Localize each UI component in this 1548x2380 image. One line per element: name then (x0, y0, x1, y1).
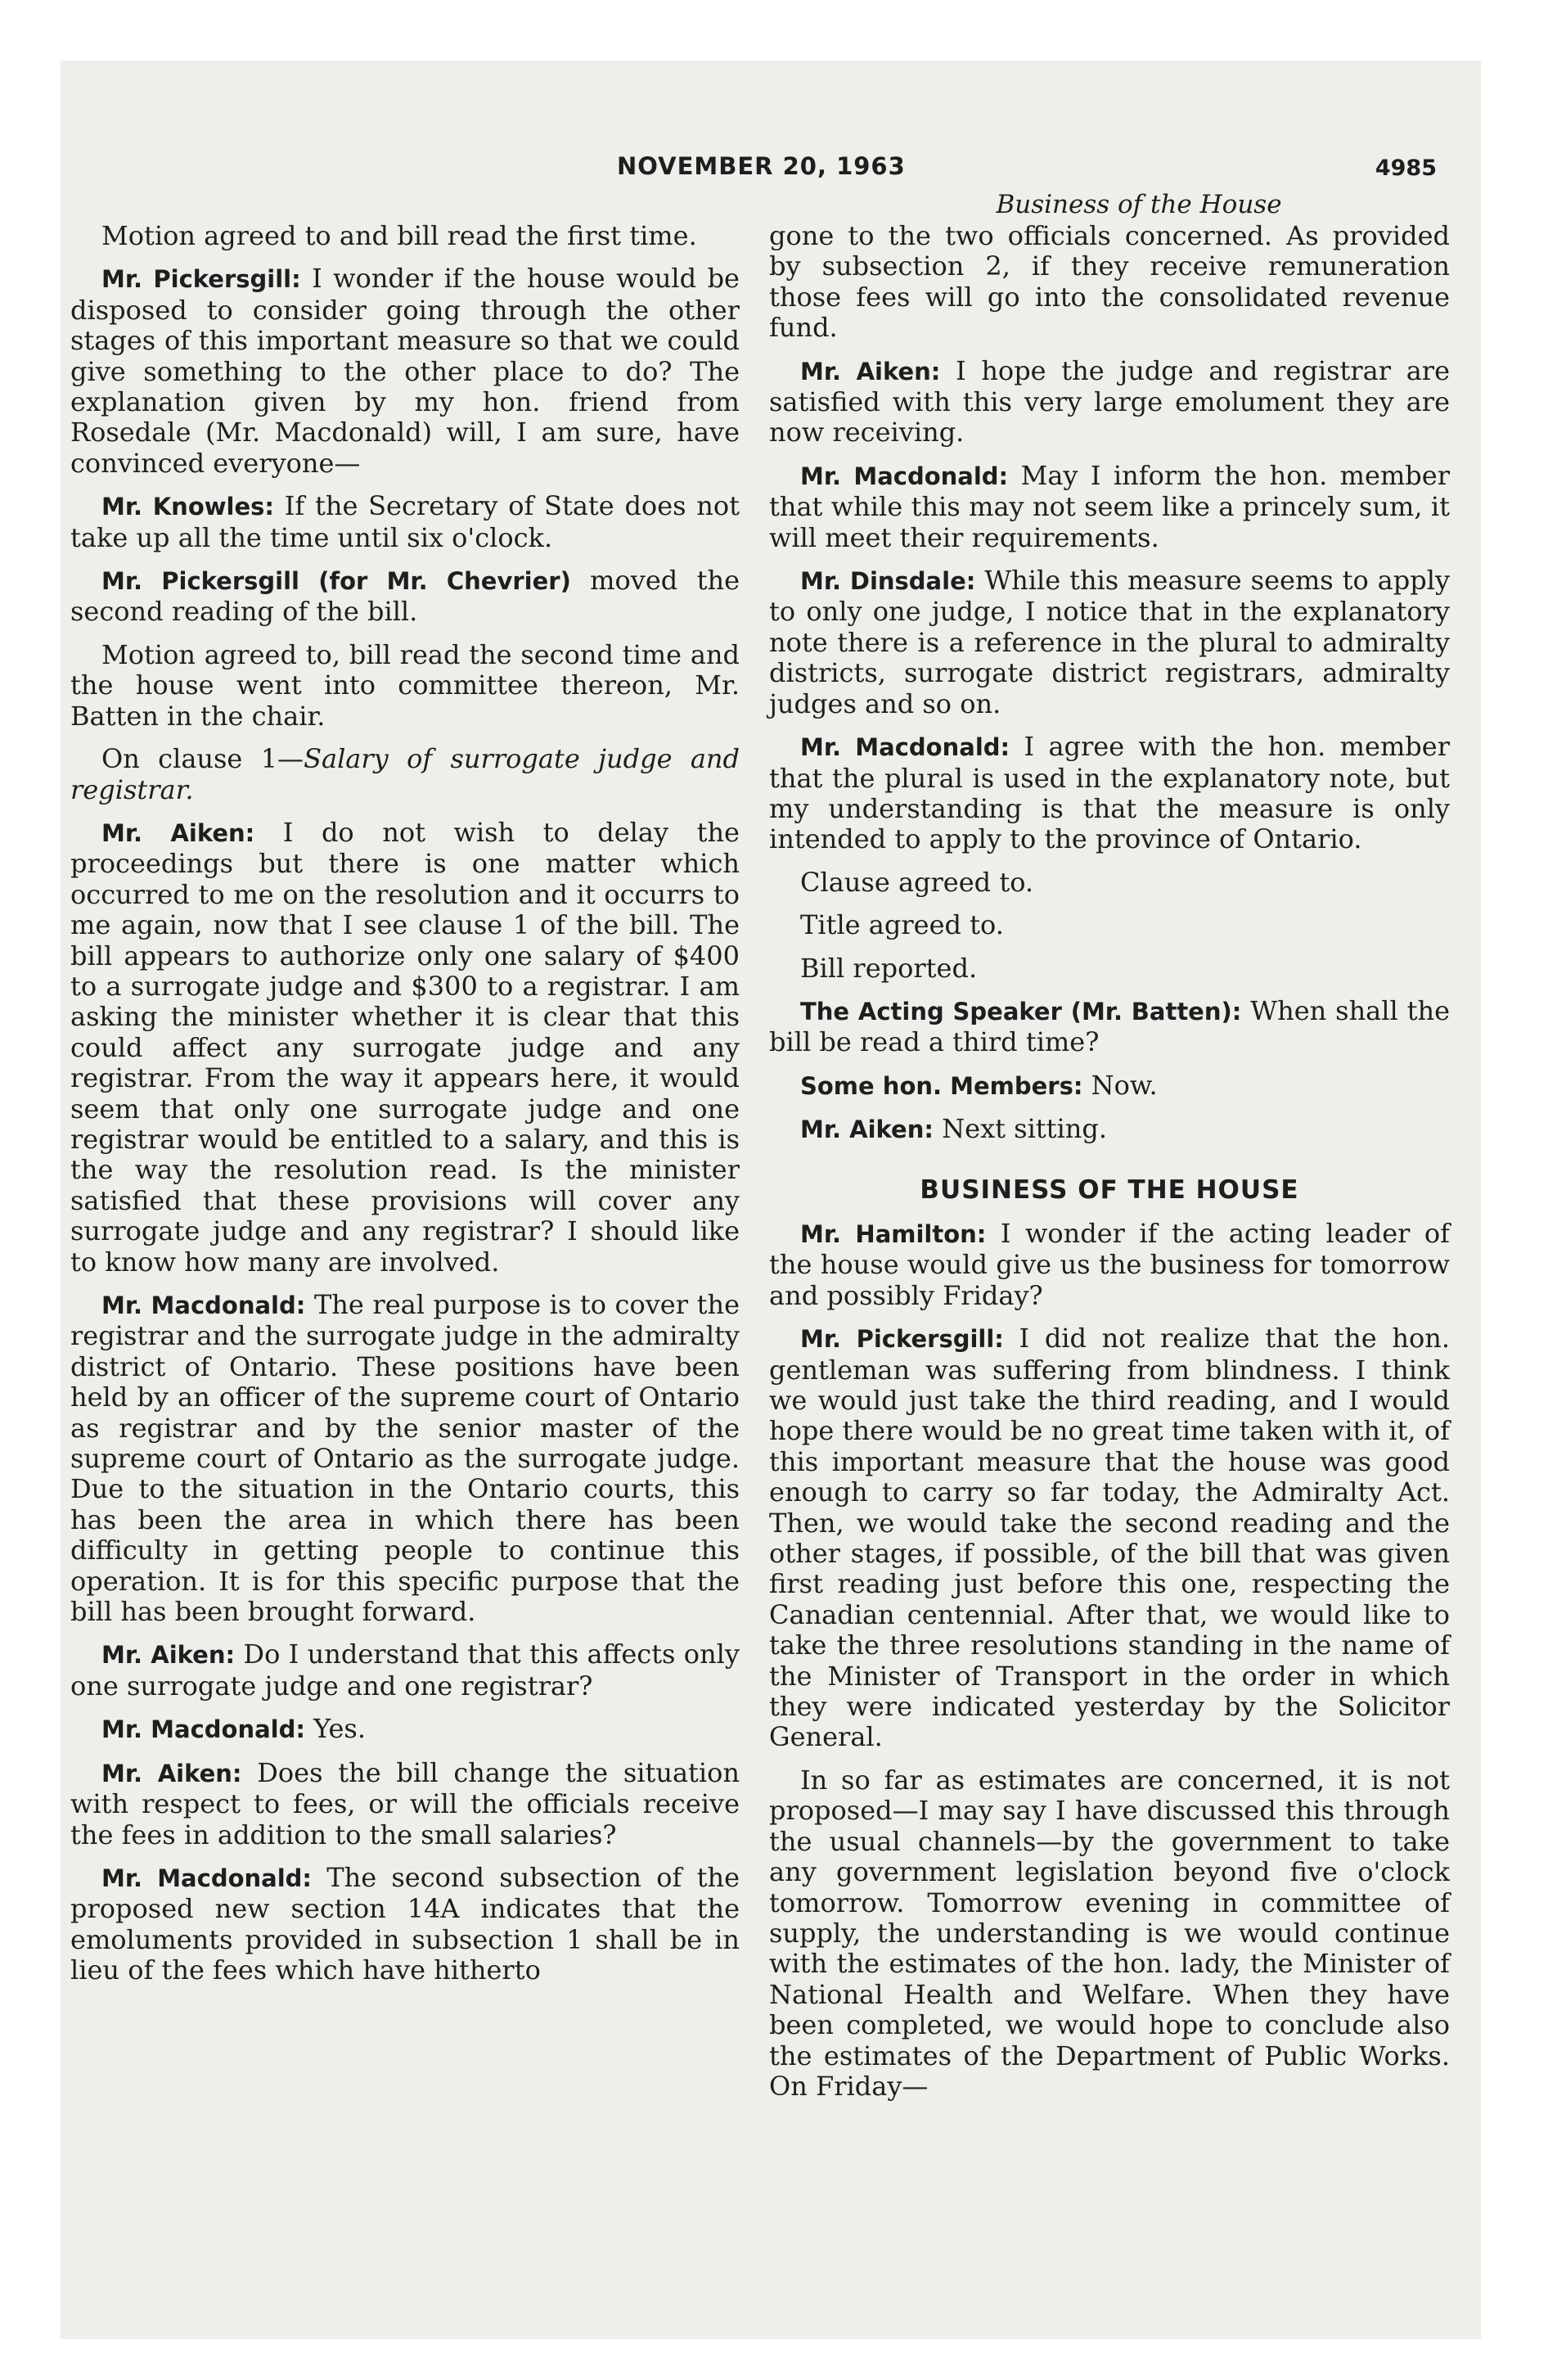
page-header (61, 152, 1481, 185)
speaker-name: Mr. Macdonald: (101, 1291, 306, 1319)
speaker-name: Some hon. Members: (800, 1071, 1083, 1100)
right-column (769, 221, 1450, 2114)
paragraph (769, 732, 1450, 855)
paragraph (70, 566, 740, 628)
paragraph-text: I wonder if the house would be disposed to consider going through the other stages of this important measure so that we could give something to the other place to do? The explanation given by my hon. friend from Rosedale (Mr. Macdonald) will, I am sure, have convinced everyone— (70, 263, 740, 479)
speaker-name: Mr. Pickersgill: (101, 265, 301, 294)
speaker-name: Mr. Pickersgill: (800, 1325, 1004, 1354)
paragraph-text: Title agreed to. (800, 909, 1004, 941)
paragraph-text: May I inform the hon. member that while this may not seem like a princely sum, it will meet their requirements. (769, 459, 1451, 553)
speaker-name: Mr. Macdonald: (800, 462, 1009, 490)
speaker-name: Mr. Hamilton: (800, 1219, 987, 1248)
paragraph-text: I wonder if the acting leader of the house would give us the business for tomorrow and possibly Friday? (769, 1217, 1451, 1311)
paragraph (769, 1219, 1450, 1311)
paragraph (70, 818, 740, 1278)
speaker-name: Mr. Dinsdale: (800, 567, 976, 596)
page-number: 4985 (1375, 156, 1437, 181)
left-column (70, 221, 740, 1999)
paragraph-text: Motion agreed to, bill read the second time and the house went into committee thereon, Mr. Batten in the chair. (70, 638, 740, 732)
paragraph-text: When shall the bill be read a third time? (769, 994, 1451, 1058)
paragraph-text: I hope the judge and registrar are satisfied with this very large emolument they are now receiving. (769, 354, 1451, 449)
paragraph (70, 1290, 740, 1627)
paragraph-text: While this measure seems to apply to only one judge, I notice that in the explanatory note there is a reference in the plural to admiralty districts, surrogate district registrars, admiralty judges and so on. (769, 565, 1451, 719)
paragraph (769, 1071, 1450, 1102)
paragraph-text: Clause agreed to. (800, 866, 1034, 898)
paragraph (769, 1114, 1450, 1145)
paragraph (769, 566, 1450, 719)
paragraph-text: I did not realize that the hon. gentleman was suffering from blindness. I think we would just take the third reading, and I would hope there would be no great time taken with it, of this important measure that the house was good enough to carry so far today, the Admiralty Act. Then, we would take the second reading and the other stages, if possible, of the bill that was given first reading just before this one, respecting the Canadian centennial. After that, we would like to take the three resolutions standing in the name of the Minister of Transport in the order in which they were indicated yesterday by the Solicitor General. (769, 1323, 1450, 1753)
paragraph-text: Does the bill change the situation with respect to fees, or will the officials receive the fees in addition to the small salaries? (70, 1756, 740, 1850)
paragraph (70, 491, 740, 553)
paragraph-text: Yes. (313, 1713, 366, 1745)
page-sheet (61, 61, 1481, 2339)
paragraph (70, 1714, 740, 1745)
speaker-name: Mr. Aiken: (101, 818, 255, 847)
speaker-name: The Acting Speaker (Mr. Batten): (800, 997, 1242, 1025)
paragraph (769, 953, 1450, 984)
paragraph (70, 1863, 740, 1986)
speaker-name: Mr. Aiken: (101, 1641, 236, 1670)
speaker-name: Mr. Aiken: (800, 1116, 934, 1144)
speaker-name: Mr. Aiken: (101, 1759, 242, 1787)
speaker-name: Mr. Knowles: (101, 493, 275, 521)
header-date: NOVEMBER 20, 1963 (617, 152, 906, 180)
speaker-name: Mr. Aiken: (800, 357, 941, 385)
paragraph-text: If the Secretary of State does not take up all the time until six o'clock. (70, 490, 740, 553)
paragraph-text: The real purpose is to cover the registrar and the surrogate judge in the admiralty district of Ontario. These positions have been held by an officer of the supreme court of Ontario as registrar and by the senior master of the supreme court of Ontario as the surrogate judge. Due to the situation in the Ontario courts, this has been the area in which there has been difficulty in getting people to continue this operation. It is for this specific purpose that the bill has been brought forward. (70, 1289, 740, 1628)
paragraph (70, 1758, 740, 1850)
paragraph-text: Do I understand that this affects only one surrogate judge and one registrar? (70, 1639, 740, 1702)
paragraph-text: On clause 1— (101, 743, 304, 775)
speaker-name: Mr. Macdonald: (101, 1864, 313, 1892)
paragraph-text: Now. (1091, 1069, 1158, 1101)
paragraph-text: Next sitting. (942, 1113, 1108, 1145)
paragraph (70, 221, 740, 251)
speaker-name: Mr. Macdonald: (101, 1715, 305, 1744)
paragraph (70, 744, 740, 805)
running-head: Business of the House (996, 190, 1282, 219)
paragraph-text: gone to the two officials concerned. As provided by subsection 2, if they receive remuneration those fees will go into the consolidated revenue fund. (769, 220, 1450, 344)
paragraph (70, 1639, 740, 1702)
paragraph-text: Motion agreed to and bill read the first time. (101, 220, 697, 251)
paragraph (769, 1323, 1450, 1753)
paragraph-text: Bill reported. (800, 952, 978, 984)
paragraph (769, 221, 1450, 344)
paragraph (769, 868, 1450, 898)
paragraph-text: I agree with the hon. member that the plural is used in the explanatory note, but my understanding is that the measure is only intended to apply to the province of Ontario. (769, 731, 1451, 855)
paragraph-text: I do not wish to delay the proceedings but there is one matter which occurred to me on the resolution and it occurrs to me again, now that I see clause 1 of the bill. The bill appears to authorize only one salary of $400 to a surrogate judge and $300 to a registrar. I am asking the minister whether it is clear that this could affect any surrogate judge and any registrar. From the way it appears here, it would seem that only one surrogate judge and one registrar would be entitled to a salary, and this is the way the resolution read. Is the minister satisfied that these provisions will cover any surrogate judge and any registrar? I should like to know how many are involved. (70, 816, 740, 1278)
paragraph-text: The second subsection of the proposed new section 14A indicates that the emoluments provided in subsection 1 shall be in lieu of the fees which have hitherto (70, 1861, 740, 1986)
paragraph (769, 461, 1450, 553)
paragraph (769, 356, 1450, 449)
paragraph (769, 910, 1450, 940)
paragraph-text: In so far as estimates are concerned, it is not proposed—I may say I have discussed this through the usual channels—by the government to take any government legislation beyond five o'clock tomorrow. Tomorrow evening in committee of supply, the understanding is we would continue with the estimates of the hon. lady, the Minister of National Health and Welfare. When they have been completed, we would hope to conclude also the estimates of the Department of Public Works. On Friday— (769, 1764, 1450, 2102)
paragraph-text: moved the second reading of the bill. (70, 565, 740, 628)
paragraph (70, 640, 740, 732)
paragraph (70, 264, 740, 479)
paragraph (769, 996, 1450, 1058)
clause-title: Salary of surrogate judge and registrar. (70, 743, 740, 805)
section-heading: BUSINESS OF THE HOUSE (920, 1174, 1299, 1205)
paragraph (769, 1765, 1450, 2102)
speaker-name: Mr. Macdonald: (800, 733, 1010, 762)
speaker-name: Mr. Pickersgill (for Mr. Chevrier) (101, 567, 571, 596)
